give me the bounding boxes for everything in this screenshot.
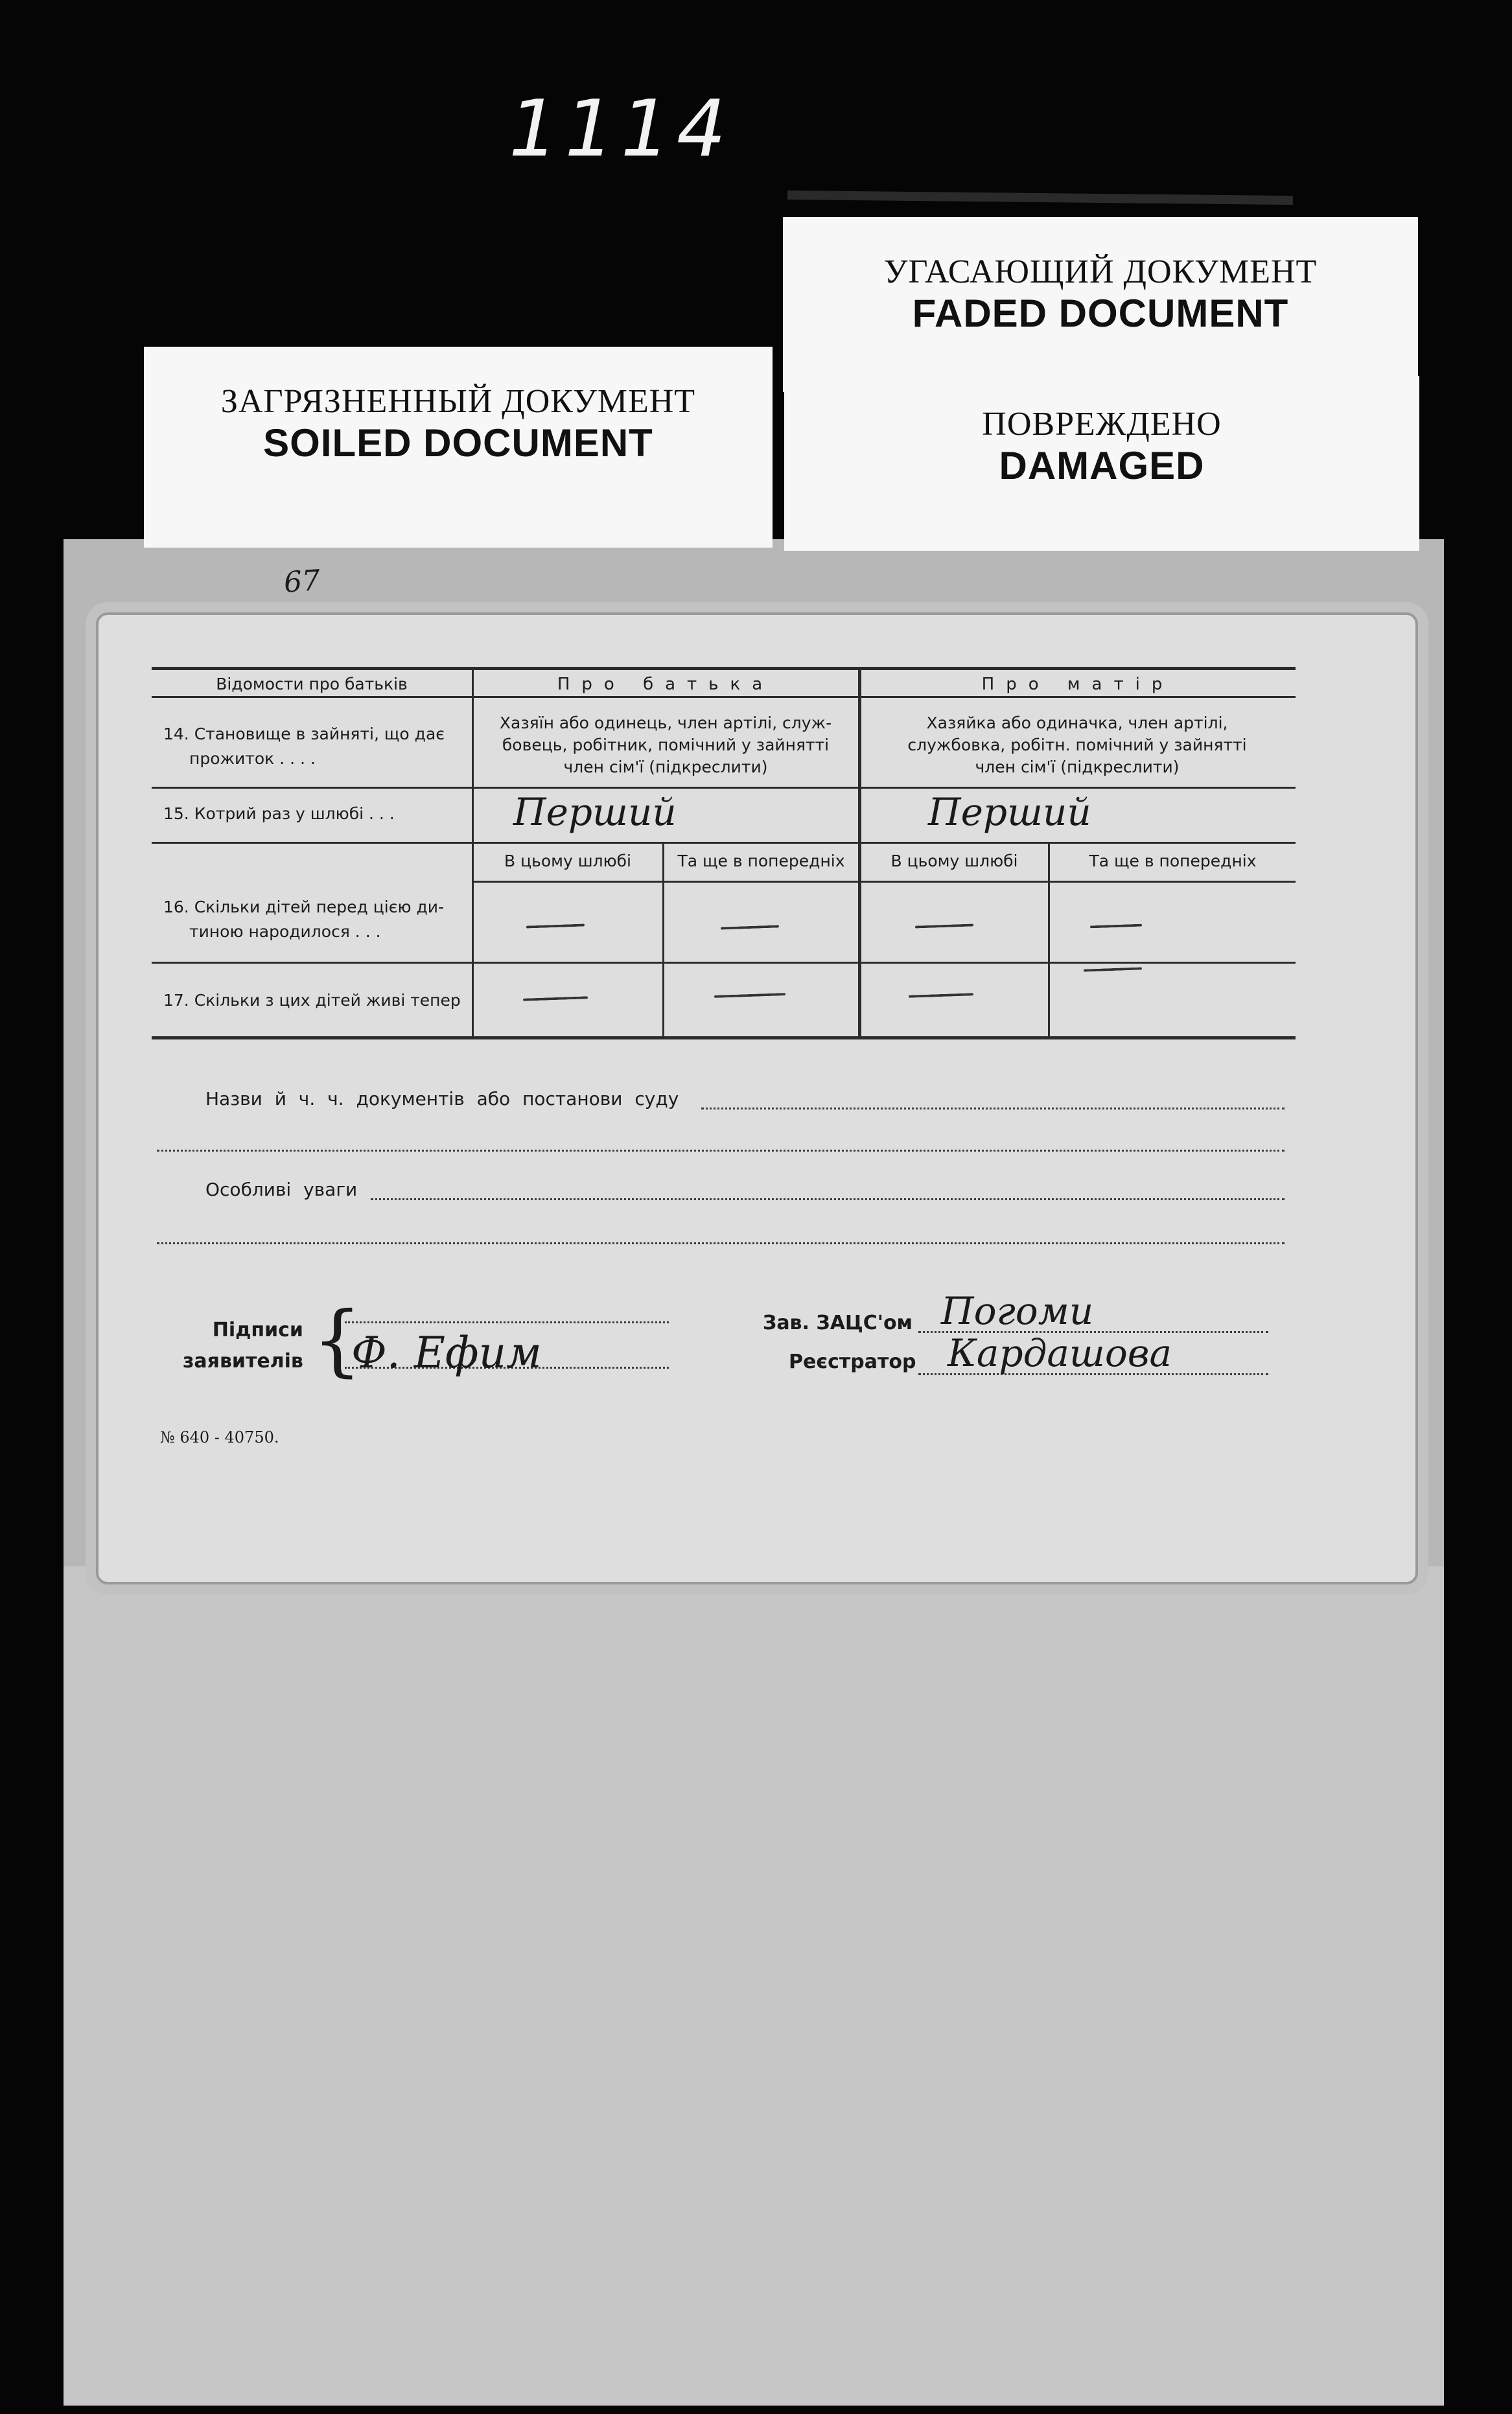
table-rule: [152, 667, 1296, 670]
row14-label-line: прожиток . . . .: [189, 749, 316, 768]
mother-this-marriage-header: В цьому шлюбі: [890, 852, 1018, 870]
row14-father-line: член сім'ї (підкреслити): [563, 758, 768, 776]
damaged-label: [784, 376, 1419, 551]
row14-father-line: Хазяїн або одинець, член артілі, служ-: [499, 714, 832, 732]
signatures-label-line: Підписи: [212, 1319, 303, 1341]
row14-father-line: бовець, робітник, помічний у зайнятті: [502, 736, 830, 754]
documents-dotted-line: [157, 1150, 1285, 1152]
registrar-label: Реєстратор: [789, 1351, 916, 1373]
faded-label-ru: УГАСАЮЩИЙ ДОКУМЕНТ: [883, 253, 1318, 290]
column-header-info: Відомости про батьків: [216, 675, 408, 693]
registrar-signature: Кардашова: [948, 1331, 1172, 1375]
faded-document-label: [783, 217, 1418, 392]
blank-dash: [523, 996, 588, 1001]
label-edge-strip: [787, 191, 1293, 205]
table-rule: [152, 842, 1296, 844]
table-rule: [1048, 842, 1050, 1036]
applicant-signature-line: [345, 1321, 669, 1323]
remarks-dotted-line: [371, 1198, 1285, 1200]
applicant-signature: Ф. Ефим: [351, 1328, 542, 1378]
mother-previous-header: Та ще в попередніх: [1089, 852, 1257, 870]
row16-label-line: 16. Скільки дітей перед цією ди-: [163, 898, 445, 916]
row14-mother-line: член сім'ї (підкреслити): [975, 758, 1180, 776]
row14-mother-line: службовка, робітн. помічний у зайнятті: [907, 736, 1247, 754]
row17-label: 17. Скільки з цих дітей живі тепер: [163, 991, 461, 1010]
zags-head-label: Зав. ЗАЦС'ом: [763, 1312, 913, 1334]
blank-dash: [1084, 967, 1142, 971]
soiled-document-label: [144, 347, 773, 548]
row16-label-line: тиною народилося . . .: [189, 922, 381, 941]
signatures-label-line: заявителів: [183, 1350, 303, 1373]
remarks-label: Особливі уваги: [205, 1179, 358, 1200]
zags-head-signature: Погоми: [941, 1289, 1094, 1333]
row15-father-handwriting: Перший: [513, 790, 677, 834]
signature-brace: {: [312, 1295, 362, 1386]
documents-label: Назви й ч. ч. документів або постанови суду: [205, 1088, 679, 1109]
father-previous-header: Та ще в попередніх: [677, 852, 845, 870]
remarks-dotted-line: [157, 1242, 1285, 1244]
damaged-label-en: DAMAGED: [999, 444, 1205, 487]
row14-mother-line: Хазяйка або одиначка, член артілі,: [926, 714, 1228, 732]
blank-dash: [721, 925, 779, 929]
documents-dotted-line: [701, 1108, 1285, 1109]
signatures-label: [183, 1315, 303, 1377]
folder-pencil-note: 67: [283, 564, 321, 599]
table-rule: [152, 1036, 1296, 1039]
damaged-label-ru: ПОВРЕЖДЕНО: [982, 406, 1222, 443]
row14-label-line: 14. Становище в зайняті, що дає: [163, 725, 445, 743]
column-header-mother: Про матір: [981, 675, 1174, 694]
soiled-label-ru: ЗАГРЯЗНЕННЫЙ ДОКУМЕНТ: [220, 383, 696, 420]
folio-number: 1114: [509, 84, 733, 174]
row14-father-options: [481, 712, 850, 778]
form-number: № 640 - 40750.: [160, 1428, 279, 1446]
father-this-marriage-header: В цьому шлюбі: [504, 852, 631, 870]
column-header-father: Про батька: [557, 675, 774, 694]
table-rule: [152, 962, 1296, 964]
row15-label: 15. Котрий раз у шлюбі . . .: [163, 804, 395, 823]
blank-dash: [915, 923, 973, 928]
blank-dash: [909, 993, 973, 997]
soiled-label-en: SOILED DOCUMENT: [263, 421, 653, 465]
blank-dash: [526, 923, 585, 928]
table-rule: [152, 787, 1296, 789]
faded-label-en: FADED DOCUMENT: [912, 292, 1289, 335]
blank-dash: [714, 993, 785, 998]
table-rule: [152, 696, 1296, 698]
row16-label: [163, 895, 461, 944]
row14-label: [163, 722, 461, 771]
table-rule: [662, 842, 664, 1036]
row15-mother-handwriting: Перший: [928, 790, 1091, 834]
birth-record-form: [96, 612, 1418, 1584]
row14-mother-options: [866, 712, 1288, 778]
blank-dash: [1090, 924, 1142, 929]
table-rule: [473, 881, 1296, 883]
folder-lower-sheet: [64, 1566, 1444, 2406]
